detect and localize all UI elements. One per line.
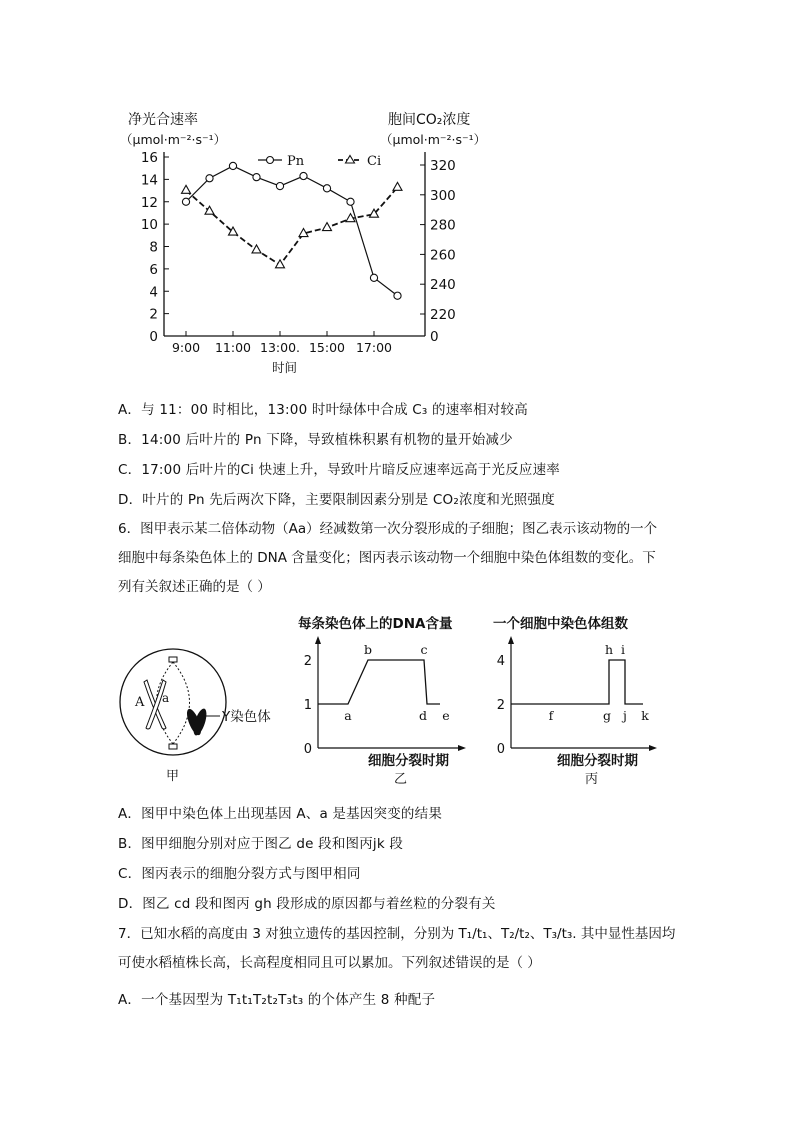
q5-option-a: A．与 11：00 时相比，13:00 时叶绿体中合成 C₃ 的速率相对较高 bbox=[118, 402, 528, 418]
q6-option-d: D．图乙 cd 段和图丙 gh 段形成的原因都与着丝粒的分裂有关 bbox=[118, 896, 496, 912]
chart-bing-point-label: i bbox=[621, 642, 625, 657]
left-axis-title: 净光合速率 bbox=[128, 112, 198, 128]
x-tick-label: 13:00. bbox=[260, 340, 300, 355]
chart-bing-xlabel: 细胞分裂时期 bbox=[557, 753, 638, 769]
x-tick-label: 11:00 bbox=[214, 340, 252, 355]
q7-stem-line: 可使水稻植株长高，长高程度相同且可以累加。下列叙述错误的是（ ） bbox=[118, 955, 541, 971]
chart-yi-point-label: b bbox=[363, 642, 373, 657]
left-tick-label: 8 bbox=[149, 239, 158, 256]
chart-bing-title: 一个细胞中染色体组数 bbox=[493, 616, 628, 632]
chart-bing-point-label: k bbox=[641, 708, 649, 723]
cell-diagram bbox=[110, 640, 300, 790]
q7-stem-line: 7．已知水稻的高度由 3 对独立遗传的基因控制，分别为 T₁/t₁、T₂/t₂、T₃/t₃. 其中显性基因均 bbox=[118, 926, 676, 942]
left-tick-label: 10 bbox=[140, 217, 158, 234]
chart-yi-line bbox=[318, 660, 440, 704]
chart-yi-point-label: e bbox=[442, 708, 450, 723]
chart-bing-tick-label: 4 bbox=[496, 654, 505, 669]
pn-point bbox=[347, 198, 354, 205]
q6-stem bbox=[118, 515, 678, 602]
right-tick-label: 0 bbox=[430, 329, 439, 345]
q6-stem-line: 细胞中每条染色体上的 DNA 含量变化；图丙表示该动物一个细胞中染色体组数的变化。下 bbox=[118, 550, 656, 566]
centriole-bottom bbox=[169, 744, 177, 749]
q6-option-a: A．图甲中染色体上出现基因 A、a 是基因突变的结果 bbox=[118, 806, 443, 822]
photosynthesis-chart bbox=[110, 100, 490, 385]
y-chromosome-label: Y染色体 bbox=[222, 709, 271, 725]
chart-bing-point-label: j bbox=[623, 708, 627, 723]
pn-point bbox=[253, 174, 260, 181]
legend-pn-marker bbox=[267, 157, 274, 164]
chart-bing-y-arrow bbox=[508, 636, 514, 644]
q7-option-a: A．一个基因型为 T₁t₁T₂t₂T₃t₃ 的个体产生 8 种配子 bbox=[118, 992, 436, 1008]
chart-bing-point-label: f bbox=[548, 708, 554, 723]
left-tick-label: 4 bbox=[149, 284, 158, 301]
left-axis-unit: （μmol·m⁻²·s⁻¹） bbox=[120, 132, 227, 147]
pn-point bbox=[300, 172, 307, 179]
right-tick-label: 220 bbox=[430, 307, 456, 323]
right-tick-label: 280 bbox=[430, 217, 456, 234]
chart-bing-point-label: h bbox=[604, 642, 614, 657]
gene-label-a-upper: A bbox=[135, 695, 145, 710]
chart-yi-y-arrow bbox=[315, 636, 321, 644]
pn-point bbox=[182, 198, 189, 205]
chart-bing-tick-label: 2 bbox=[496, 698, 505, 713]
q6-stem-line: 列有关叙述正确的是（ ） bbox=[118, 579, 271, 595]
right-axis-title: 胞间CO₂浓度 bbox=[388, 112, 471, 128]
left-tick-label: 0 bbox=[149, 329, 158, 345]
chart-yi-tick-label: 0 bbox=[303, 742, 312, 757]
x-axis-label: 时间 bbox=[272, 360, 298, 375]
chart-bing-point-label: g bbox=[602, 708, 612, 723]
pn-point bbox=[206, 175, 213, 182]
q7-stem bbox=[118, 920, 678, 978]
ci-point bbox=[393, 182, 402, 190]
chart-yi-x-arrow bbox=[458, 745, 466, 751]
chart-yi-point-label: a bbox=[344, 708, 352, 723]
q5-option-d: D．叶片的 Pn 先后两次下降，主要限制因素分别是 CO₂浓度和光照强度 bbox=[118, 492, 555, 508]
ci-point bbox=[323, 223, 332, 231]
q5-option-c: C．17:00 后叶片的Ci 快速上升，导致叶片暗反应速率远高于光反应速率 bbox=[118, 462, 560, 478]
chart-yi-point-label: d bbox=[418, 708, 428, 723]
chart-yi-tick-label: 1 bbox=[303, 698, 312, 713]
x-tick-label: 17:00 bbox=[355, 340, 393, 355]
chart-bing-line bbox=[511, 660, 643, 704]
dna-content-chart bbox=[290, 610, 480, 790]
left-tick-label: 16 bbox=[140, 150, 158, 166]
spindle-fiber bbox=[173, 662, 190, 744]
chart-bing-x-arrow bbox=[649, 745, 657, 751]
ci-point bbox=[205, 206, 214, 214]
chart-yi-tick-label: 2 bbox=[303, 654, 312, 669]
figure-caption-jia: 甲 bbox=[166, 769, 180, 784]
right-tick-label: 240 bbox=[430, 277, 456, 294]
x-tick-label: 15:00 bbox=[308, 340, 346, 355]
q6-stem-line: 6．图甲表示某二倍体动物（Aa）经减数第一次分裂形成的子细胞；图乙表示该动物的一个 bbox=[118, 521, 658, 537]
legend-pn-label: Pn bbox=[287, 154, 305, 169]
q6-option-b: B．图甲细胞分别对应于图乙 de 段和图丙jk 段 bbox=[118, 836, 404, 852]
pn-series-line bbox=[186, 166, 398, 296]
x-tick-label: 9:00 bbox=[171, 340, 201, 355]
q5-option-b: B．14:00 后叶片的 Pn 下降，导致植株积累有机物的量开始减少 bbox=[118, 432, 513, 448]
figure-caption-bing: 丙 bbox=[585, 772, 599, 787]
ci-point bbox=[252, 245, 261, 253]
chart-yi-title: 每条染色体上的DNA含量 bbox=[298, 616, 453, 632]
right-tick-label: 260 bbox=[430, 247, 456, 264]
legend-ci-label: Ci bbox=[367, 154, 382, 169]
q6-option-c: C．图丙表示的细胞分裂方式与图甲相同 bbox=[118, 866, 361, 882]
ci-point bbox=[182, 185, 191, 193]
chart-yi-xlabel: 细胞分裂时期 bbox=[368, 753, 449, 769]
pn-point bbox=[394, 292, 401, 299]
left-tick-label: 14 bbox=[140, 172, 158, 189]
right-tick-label: 320 bbox=[430, 158, 456, 174]
gene-label-a-lower: a bbox=[162, 691, 170, 705]
left-tick-label: 2 bbox=[149, 306, 158, 323]
centriole-top bbox=[169, 657, 177, 662]
right-axis-unit: （μmol·m⁻²·s⁻¹） bbox=[380, 132, 487, 147]
pn-point bbox=[323, 185, 330, 192]
chart-yi-point-label: c bbox=[420, 642, 428, 657]
pn-point bbox=[229, 162, 236, 169]
chromosome-set-chart bbox=[485, 610, 675, 790]
pn-point bbox=[276, 182, 283, 189]
chart-bing-tick-label: 0 bbox=[496, 742, 505, 757]
left-tick-label: 6 bbox=[149, 261, 158, 278]
figure-caption-yi: 乙 bbox=[394, 772, 408, 787]
right-tick-label: 300 bbox=[430, 187, 456, 204]
left-tick-label: 12 bbox=[140, 194, 158, 211]
pn-point bbox=[370, 274, 377, 281]
